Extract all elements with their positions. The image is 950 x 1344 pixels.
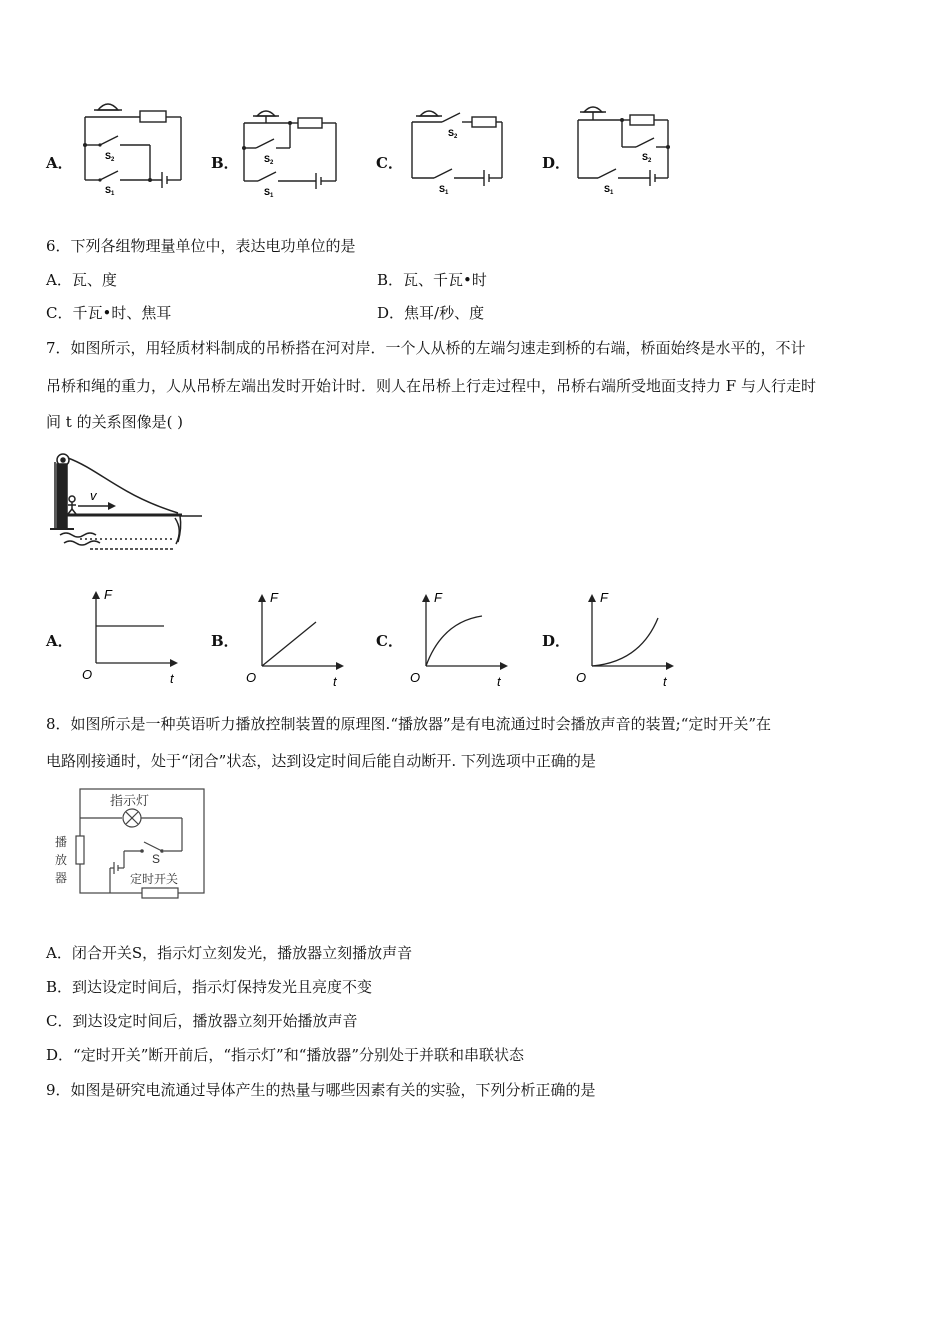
svg-text:t: t [497, 674, 501, 689]
person-icon [69, 496, 75, 502]
q5-circuit-a [80, 100, 190, 195]
tower [57, 464, 67, 529]
q5-option-c-label[interactable]: C． [376, 154, 403, 172]
switch-s-icon [144, 842, 162, 851]
curve-concave-up [592, 618, 658, 666]
q8-option-b[interactable]: B．到达设定时间后，指示灯保持发光且亮度不变 [46, 978, 373, 996]
cable [68, 458, 178, 513]
q6-option-c[interactable]: C．千瓦•时、焦耳 [46, 304, 172, 322]
svg-text:播: 播 [55, 835, 68, 849]
timer-switch-icon [142, 888, 178, 898]
bell-icon [420, 111, 438, 116]
q7-option-a-label[interactable]: A． [46, 632, 73, 650]
svg-text:t: t [170, 671, 174, 686]
bell-icon [98, 104, 118, 110]
svg-text:t: t [663, 674, 667, 689]
q8-option-a[interactable]: A．闭合开关S，指示灯立刻发光，播放器立刻播放声音 [46, 944, 413, 962]
q8-option-d[interactable]: D．“定时开关”断开前后，“指示灯”和“播放器”分别处于并联和串联状态 [46, 1046, 525, 1064]
q6-option-b[interactable]: B．瓦、千瓦•时 [377, 271, 487, 289]
q7-graph-a [78, 585, 188, 690]
svg-text:O: O [246, 670, 257, 685]
switch-s2-icon [636, 138, 654, 147]
svg-text:S1: $S_1$ [439, 184, 449, 196]
resistor-icon [298, 118, 322, 128]
bell-icon [257, 111, 275, 116]
svg-text:S2: $S_2$ [448, 128, 458, 140]
svg-text:F: F [270, 590, 278, 605]
lamp-label: 指示灯 [110, 793, 150, 808]
switch-s2-icon [442, 113, 460, 122]
q6-stem: 6．下列各组物理量单位中，表达电功单位的是 [46, 237, 356, 255]
timer-switch-label: 定时开关 [130, 872, 179, 886]
q7-graph-c [408, 588, 518, 693]
q7-bridge-figure [50, 450, 210, 555]
svg-text:F: F [104, 587, 112, 602]
q7-graph-b [244, 588, 354, 693]
q5-option-d-label[interactable]: D． [542, 154, 571, 172]
q5-circuit-b [240, 106, 340, 198]
svg-text:O: O [576, 670, 587, 685]
q7-graph-d [574, 588, 684, 693]
q8-circuit-figure [50, 786, 210, 898]
bell-icon [584, 107, 602, 112]
svg-text:F: F [434, 590, 442, 605]
resistor-icon [630, 115, 654, 125]
resistor-icon [472, 117, 496, 127]
q9-stem: 9．如图是研究电流通过导体产生的热量与哪些因素有关的实验，下列分析正确的是 [46, 1081, 596, 1099]
switch-s1-label: $S_1$ [105, 185, 115, 197]
player-icon [76, 836, 84, 864]
svg-text:器: 器 [55, 871, 68, 885]
q7-option-b-label[interactable]: B． [211, 632, 239, 650]
svg-text:F: F [600, 590, 608, 605]
q8-stem-line-1: 8．如图所示是一种英语听力播放控制装置的原理图.“播放器”是有电流通过时会播放声音的装置;“定时开关”在 [46, 715, 772, 733]
q5-circuit-c [408, 104, 508, 196]
q7-option-d-label[interactable]: D． [542, 632, 571, 650]
svg-text:S1: $S_1$ [604, 184, 614, 196]
q8-stem-line-2: 电路刚接通时，处于“闭合”状态，达到设定时间后能自动断开. 下列选项中正确的是 [46, 752, 596, 770]
q7-stem-line-2: 吊桥和绳的重力，人从吊桥左端出发时开始计时．则人在吊桥上行走过程中，吊桥右端所受地面支持力 F 与人行走时 [46, 377, 816, 395]
resistor-icon [140, 111, 166, 122]
svg-text:O: O [82, 667, 93, 682]
svg-text:S1: $S_1$ [264, 187, 274, 199]
velocity-label: v [90, 488, 97, 503]
switch-s2-icon [100, 136, 118, 145]
svg-text:t: t [333, 674, 337, 689]
q5-option-b-label[interactable]: B． [211, 154, 239, 172]
q8-option-c[interactable]: C．到达设定时间后，播放器立刻开始播放声音 [46, 1012, 358, 1030]
q5-option-a-label[interactable]: A． [46, 154, 73, 172]
svg-text:O: O [410, 670, 421, 685]
q6-option-d[interactable]: D．焦耳/秒、度 [377, 304, 485, 322]
svg-text:S2: $S_2$ [264, 154, 274, 166]
curve-linear [262, 622, 316, 666]
q5-circuit-d [574, 102, 678, 196]
curve-concave-down [426, 616, 482, 666]
switch-s2-label: $S_2$ [105, 151, 115, 163]
svg-text:S2: $S_2$ [642, 152, 652, 164]
q6-option-a[interactable]: A．瓦、度 [46, 271, 117, 289]
switch-s-label: S [152, 852, 161, 866]
svg-text:放: 放 [55, 853, 68, 867]
q7-stem-line-3: 间 t 的关系图像是( ) [46, 413, 184, 431]
switch-s2-icon [256, 139, 274, 148]
q7-option-c-label[interactable]: C． [376, 632, 403, 650]
q7-stem-line-1: 7．如图所示，用轻质材料制成的吊桥搭在河对岸．一个人从桥的左端匀速走到桥的右端，桥面始终是水平的，不计 [46, 339, 806, 357]
